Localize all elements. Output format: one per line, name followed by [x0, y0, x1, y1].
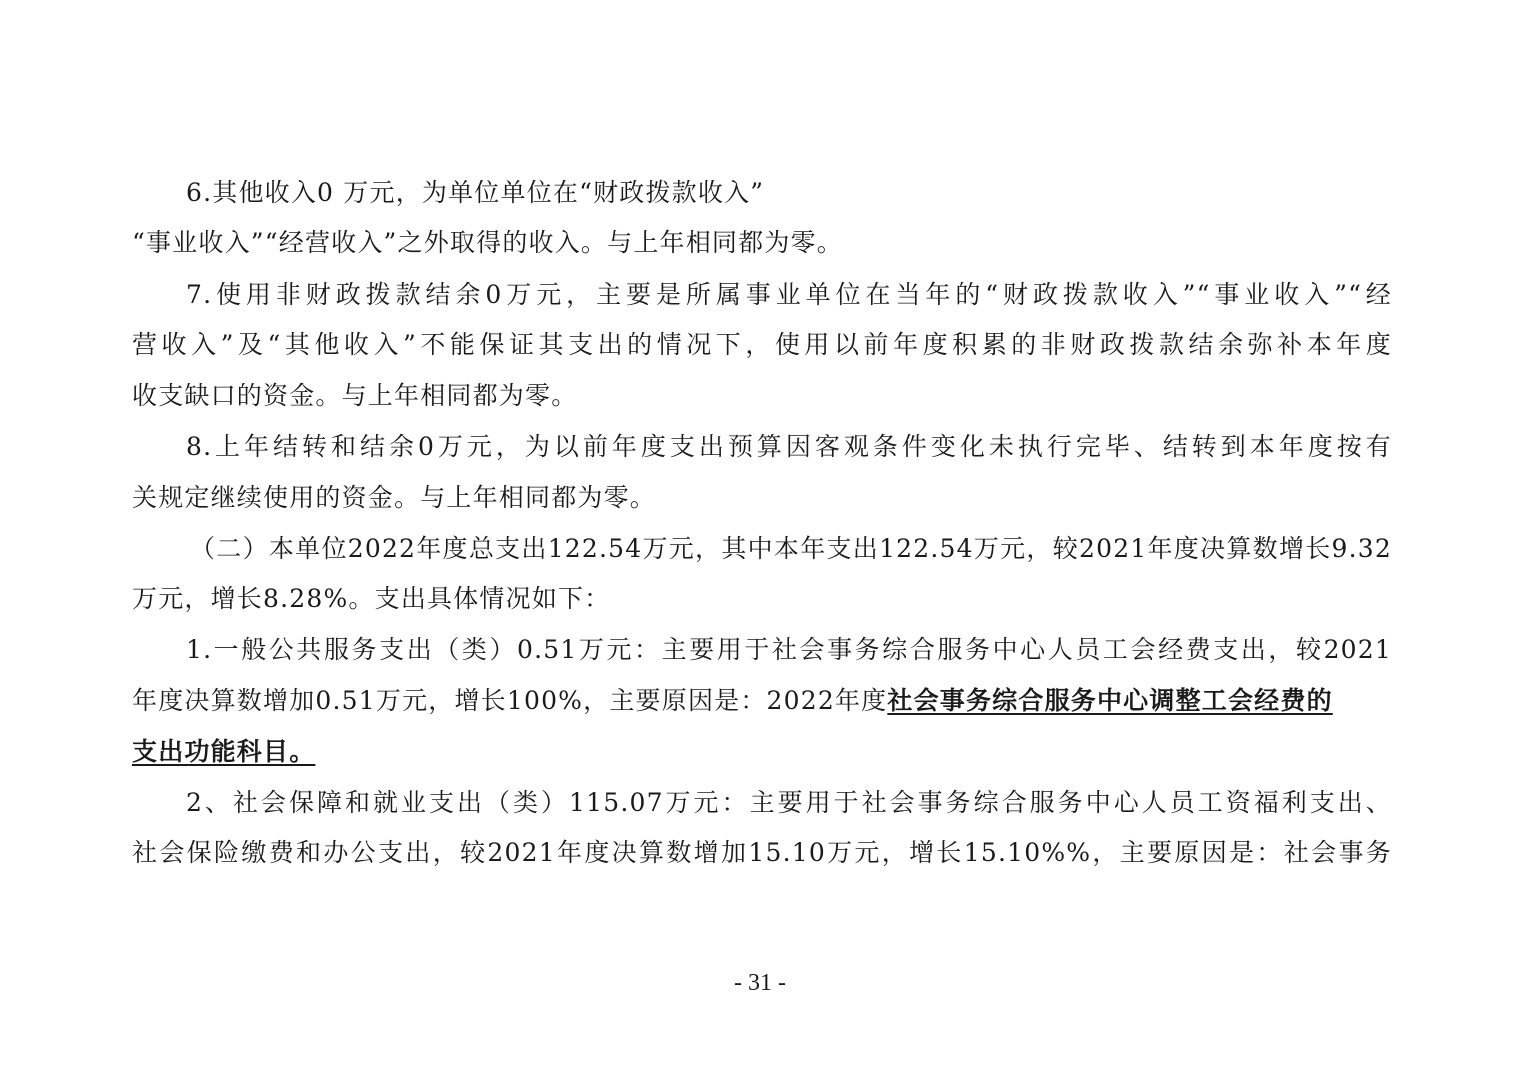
paragraph-line: 1.一般公共服务支出（类）0.51万元：主要用于社会事务综合服务中心人员工会经费支出，较2021: [186, 635, 1392, 664]
paragraph-line: 2、社会保障和就业支出（类）115.07万元：主要用于社会事务综合服务中心人员工资福利支出、: [186, 788, 1392, 817]
paragraph-line: 收支缺口的资金。与上年相同都为零。: [132, 381, 578, 410]
emphasized-text: 社会事务综合服务中心调整工会经费的: [887, 686, 1333, 715]
paragraph-line: [132, 686, 1392, 716]
paragraph-line: 社会保险缴费和办公支出，较2021年度决算数增加15.10万元，增长15.10%%，主要原因是：社会事务: [132, 838, 1392, 867]
paragraph-line: 万元，增长8.28%。支出具体情况如下：: [132, 584, 611, 613]
page-number: - 31 -: [734, 970, 786, 996]
paragraph-line: “事业收入”“经营收入”之外取得的收入。与上年相同都为零。: [132, 228, 843, 257]
paragraph-line: （二）本单位2022年度总支出122.54万元，其中本年支出122.54万元，较2021年度决算数增长9.32: [190, 534, 1392, 563]
paragraph-line: 7.使用非财政拨款结余0万元，主要是所属事业单位在当年的“财政拨款收入”“事业收入”“经: [186, 280, 1392, 309]
paragraph-line: 关规定继续使用的资金。与上年相同都为零。: [132, 483, 657, 512]
paragraph-line: 6.其他收入0 万元，为单位单位在“财政拨款收入”: [186, 178, 765, 207]
paragraph-line: 8.上年结转和结余0万元，为以前年度支出预算因客观条件变化未执行完毕、结转到本年度按有: [186, 432, 1392, 461]
paragraph-line: 营收入”及“其他收入”不能保证其支出的情况下，使用以前年度积累的非财政拨款结余弥补本年度: [132, 330, 1392, 359]
emphasized-line: 支出功能科目。: [132, 737, 316, 766]
plain-text: 年度决算数增加0.51万元，增长100%，主要原因是：2022年度: [132, 686, 888, 715]
